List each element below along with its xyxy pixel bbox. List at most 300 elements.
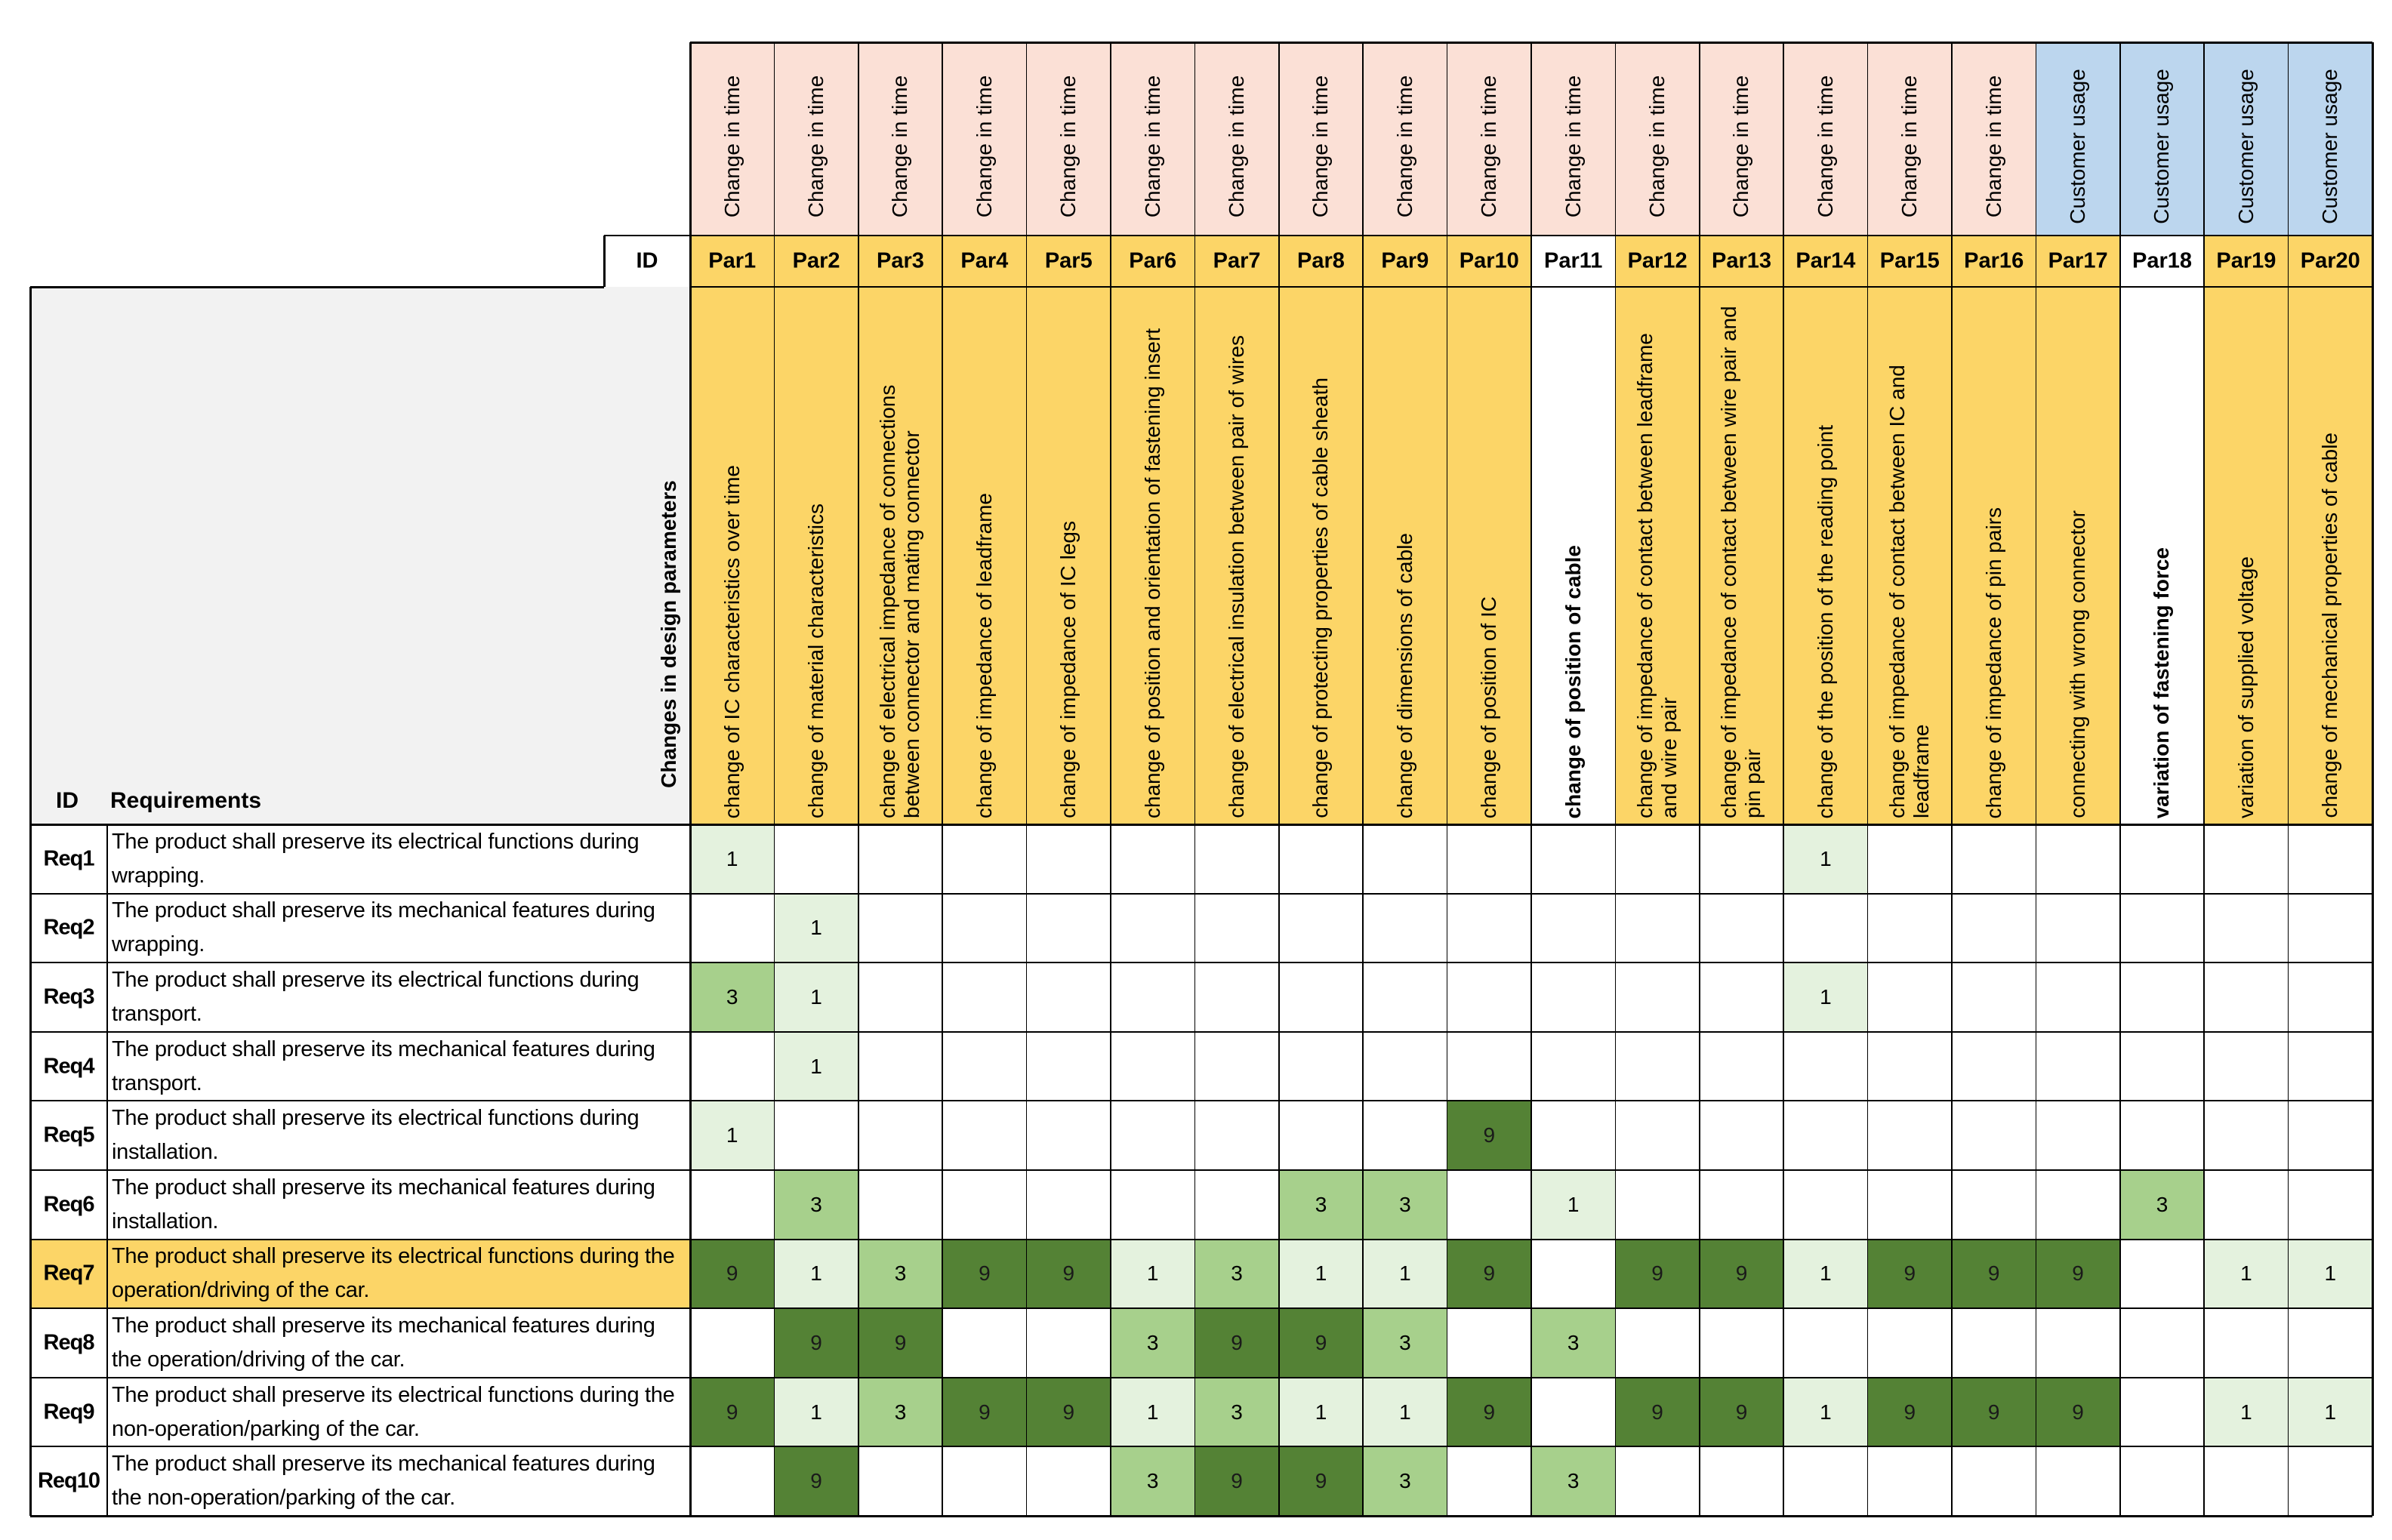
- matrix-cell: [1027, 1446, 1111, 1516]
- matrix-cell: [858, 894, 942, 963]
- param-id-par16: [1952, 236, 2036, 287]
- param-id-label: Par16: [1964, 248, 2024, 273]
- cell-value: 1: [810, 916, 822, 940]
- param-id-par10: [1447, 236, 1531, 287]
- category-label: Customer usage: [2318, 69, 2342, 224]
- category-header-par15: [1868, 42, 1952, 236]
- matrix-cell: [1279, 1378, 1363, 1447]
- param-description-par6: [1111, 287, 1194, 824]
- req-id-label: Req10: [37, 1468, 100, 1493]
- cell-value: 1: [2240, 1400, 2252, 1424]
- matrix-cell: [2204, 1446, 2288, 1516]
- grid-line: [2288, 42, 2289, 1516]
- matrix-cell: [1868, 894, 1952, 963]
- matrix-cell: [1783, 1032, 1867, 1101]
- matrix-cell: [1615, 1446, 1699, 1516]
- param-description-text: change of impedance of leadframe: [972, 492, 996, 818]
- param-description-text: change of impedance of pin pairs: [1981, 507, 2005, 818]
- category-label: Change in time: [1225, 75, 1249, 218]
- req-id-label: Req5: [43, 1123, 94, 1147]
- grid-line: [29, 287, 32, 1516]
- param-id-label: Par3: [877, 248, 924, 273]
- matrix-cell: [1531, 1446, 1615, 1516]
- category-label: Change in time: [1561, 75, 1585, 218]
- matrix-cell: [2289, 1378, 2372, 1447]
- matrix-cell: [1615, 962, 1699, 1032]
- category-header-par5: [1027, 42, 1111, 236]
- matrix-cell: [1783, 1378, 1867, 1447]
- id-row-label: ID: [636, 248, 658, 273]
- matrix-cell: [1111, 1446, 1194, 1516]
- param-id-par6: [1111, 236, 1194, 287]
- matrix-cell: [1615, 1378, 1699, 1447]
- grid-line: [858, 42, 859, 1516]
- matrix-cell: [1194, 1032, 1278, 1101]
- matrix-cell: [1363, 1170, 1447, 1240]
- matrix-cell: [2289, 1170, 2372, 1240]
- param-description-text: change of dimensions of cable: [1392, 532, 1416, 818]
- matrix-cell: [690, 1032, 774, 1101]
- cell-value: 3: [810, 1192, 822, 1216]
- table-row-id: [30, 1378, 107, 1447]
- category-label: Customer usage: [2066, 69, 2090, 224]
- matrix-cell: [2289, 1446, 2372, 1516]
- cell-value: 1: [1399, 1261, 1411, 1286]
- matrix-cell: [1194, 1240, 1278, 1309]
- matrix-cell: [1868, 1378, 1952, 1447]
- param-description-text: connecting with wrong connector: [2066, 510, 2090, 818]
- matrix-cell: [2289, 1101, 2372, 1170]
- matrix-cell: [2120, 1240, 2204, 1309]
- matrix-cell: [942, 1446, 1026, 1516]
- matrix-cell: [1111, 962, 1194, 1032]
- param-description-text: change of position of IC: [1477, 596, 1501, 818]
- param-description-text: change of material characteristics: [804, 503, 828, 818]
- param-description-text: variation of supplied voltage: [2233, 556, 2258, 818]
- cell-value: 9: [1483, 1261, 1496, 1286]
- matrix-cell: [1700, 824, 1783, 894]
- matrix-cell: [774, 1378, 858, 1447]
- grid-line: [1699, 42, 1700, 1516]
- param-description-text: change of impedance of contact between wire pair and pin pair: [1717, 306, 1765, 818]
- matrix-cell: [1111, 894, 1194, 963]
- matrix-cell: [774, 1170, 858, 1240]
- param-description-text: change of IC characteristics over time: [720, 464, 744, 818]
- matrix-cell: [2036, 1378, 2119, 1447]
- param-description-text: change of electrical impedance of connections between connector and mating connector: [876, 384, 924, 818]
- category-header-par18: [2120, 42, 2204, 236]
- matrix-cell: [1279, 894, 1363, 963]
- matrix-cell: [2204, 1032, 2288, 1101]
- matrix-cell: [1194, 962, 1278, 1032]
- grid-line: [30, 1031, 2372, 1033]
- table-row-requirement: [107, 962, 690, 1032]
- param-description-text: change of impedance of contact between leadframe and wire pair: [1633, 333, 1681, 818]
- table-row-requirement: [107, 824, 690, 894]
- param-id-label: Par7: [1213, 248, 1261, 273]
- grid-line: [2036, 42, 2037, 1516]
- matrix-cell: [774, 824, 858, 894]
- matrix-cell: [1447, 1032, 1531, 1101]
- param-description-text: change of mechanical properties of cable: [2318, 433, 2342, 818]
- matrix-cell: [1279, 1032, 1363, 1101]
- matrix-cell: [1783, 824, 1867, 894]
- category-label: Change in time: [1477, 75, 1501, 218]
- param-description-par14: [1783, 287, 1867, 824]
- cell-value: 9: [1987, 1261, 2000, 1286]
- category-header-par17: [2036, 42, 2119, 236]
- table-row-id: [30, 1308, 107, 1378]
- matrix-cell: [1868, 1032, 1952, 1101]
- matrix-cell: [1615, 1032, 1699, 1101]
- matrix-cell: [1279, 1240, 1363, 1309]
- matrix-cell: [1027, 1308, 1111, 1378]
- cell-value: 3: [1146, 1469, 1159, 1493]
- requirements-column-label: Requirements: [110, 788, 262, 813]
- matrix-cell: [2036, 1240, 2119, 1309]
- category-header-par12: [1615, 42, 1699, 236]
- matrix-cell: [858, 1308, 942, 1378]
- design-params-label: Changes in design parameters: [657, 480, 680, 788]
- matrix-cell: [2120, 1170, 2204, 1240]
- param-description-text: variation of fastening force: [2150, 547, 2174, 818]
- matrix-cell: [1447, 824, 1531, 894]
- matrix-cell: [1615, 1308, 1699, 1378]
- matrix-cell: [690, 1101, 774, 1170]
- param-id-par5: [1027, 236, 1111, 287]
- matrix-cell: [942, 962, 1026, 1032]
- req-text: The product shall preserve its mechanical features during wrapping.: [112, 898, 655, 957]
- matrix-cell: [690, 1308, 774, 1378]
- grid-line: [30, 962, 2372, 963]
- param-id-label: Par13: [1711, 248, 1771, 273]
- matrix-cell: [942, 1101, 1026, 1170]
- matrix-cell: [2120, 1378, 2204, 1447]
- param-id-label: Par6: [1129, 248, 1177, 273]
- cell-value: 9: [1062, 1400, 1075, 1424]
- cell-value: 3: [1231, 1261, 1243, 1286]
- param-description-par8: [1279, 287, 1363, 824]
- param-id-par17: [2036, 236, 2119, 287]
- param-id-par13: [1700, 236, 1783, 287]
- category-label: Change in time: [1981, 75, 2005, 218]
- matrix-cell: [1447, 1240, 1531, 1309]
- matrix-cell: [2204, 1101, 2288, 1170]
- cell-value: 3: [894, 1261, 907, 1286]
- matrix-cell: [690, 894, 774, 963]
- matrix-cell: [1363, 1378, 1447, 1447]
- matrix-cell: [774, 1101, 858, 1170]
- matrix-cell: [1111, 1240, 1194, 1309]
- cell-value: 1: [810, 1400, 822, 1424]
- matrix-cell: [2289, 824, 2372, 894]
- category-header-par4: [942, 42, 1026, 236]
- category-header-par3: [858, 42, 942, 236]
- cell-value: 9: [726, 1400, 738, 1424]
- grid-line: [1951, 42, 1953, 1516]
- param-description-par9: [1363, 287, 1447, 824]
- param-description-par2: [774, 287, 858, 824]
- matrix-cell: [858, 1240, 942, 1309]
- matrix-cell: [1531, 894, 1615, 963]
- matrix-cell: [1447, 1446, 1531, 1516]
- matrix-cell: [2120, 894, 2204, 963]
- matrix-cell: [1447, 962, 1531, 1032]
- grid-line: [2119, 42, 2121, 1516]
- param-description-par19: [2204, 287, 2288, 824]
- req-text: The product shall preserve its electrical functions during the non-operation/parking of the car.: [112, 1382, 675, 1441]
- matrix-cell: [858, 824, 942, 894]
- grid-line: [30, 286, 604, 288]
- matrix-cell: [1783, 962, 1867, 1032]
- matrix-cell: [1783, 1308, 1867, 1378]
- table-row-requirement: [107, 1308, 690, 1378]
- category-header-par11: [1531, 42, 1615, 236]
- matrix-cell: [1194, 1170, 1278, 1240]
- param-description-text: change of impedance of contact between IC and leadframe: [1885, 365, 1934, 818]
- param-id-par3: [858, 236, 942, 287]
- matrix-cell: [2120, 1101, 2204, 1170]
- cell-value: 1: [1820, 846, 1832, 870]
- matrix-cell: [1363, 1446, 1447, 1516]
- matrix-cell: [774, 1240, 858, 1309]
- matrix-cell: [2289, 1308, 2372, 1378]
- matrix-cell: [1027, 1170, 1111, 1240]
- matrix-cell: [1615, 824, 1699, 894]
- matrix-cell: [2204, 962, 2288, 1032]
- cell-value: 9: [1651, 1261, 1663, 1286]
- grid-line: [942, 42, 943, 1516]
- req-text: The product shall preserve its mechanical features during installation.: [112, 1175, 655, 1234]
- cell-value: 9: [810, 1469, 822, 1493]
- param-id-label: Par4: [960, 248, 1009, 273]
- matrix-cell: [1700, 962, 1783, 1032]
- cell-value: 1: [2324, 1261, 2337, 1286]
- table-row-id: [30, 1446, 107, 1516]
- grid-line: [30, 1239, 2372, 1240]
- category-label: Customer usage: [2150, 69, 2174, 224]
- category-label: Change in time: [1813, 75, 1837, 218]
- matrix-cell: [2036, 1032, 2119, 1101]
- category-header-par14: [1783, 42, 1867, 236]
- matrix-cell: [858, 1446, 942, 1516]
- cell-value: 9: [1735, 1400, 1748, 1424]
- cell-value: 3: [1567, 1330, 1580, 1354]
- matrix-cell: [858, 1101, 942, 1170]
- cell-value: 9: [979, 1400, 991, 1424]
- cell-value: 3: [1315, 1192, 1327, 1216]
- param-description-par4: [942, 287, 1026, 824]
- category-header-par7: [1194, 42, 1278, 236]
- matrix-cell: [1615, 894, 1699, 963]
- category-label: Change in time: [972, 75, 996, 218]
- table-row-id: [30, 1240, 107, 1309]
- matrix-cell: [1700, 1446, 1783, 1516]
- cell-value: 1: [1315, 1261, 1327, 1286]
- matrix-cell: [1194, 1308, 1278, 1378]
- matrix-cell: [1783, 1446, 1867, 1516]
- category-label: Customer usage: [2233, 69, 2258, 224]
- matrix-cell: [1531, 824, 1615, 894]
- cell-value: 9: [1062, 1261, 1075, 1286]
- matrix-cell: [1447, 1170, 1531, 1240]
- matrix-cell: [1363, 962, 1447, 1032]
- req-id-label: Req6: [43, 1192, 94, 1217]
- cell-value: 1: [810, 1054, 822, 1078]
- cell-value: 3: [1567, 1469, 1580, 1493]
- grid-line: [689, 42, 692, 1516]
- matrix-cell: [2036, 962, 2119, 1032]
- matrix-cell: [774, 1446, 858, 1516]
- cell-value: 3: [726, 984, 738, 1009]
- param-description-par17: [2036, 287, 2119, 824]
- req-text: The product shall preserve its electrical functions during transport.: [112, 967, 640, 1026]
- matrix-cell: [1363, 1101, 1447, 1170]
- matrix-cell: [1194, 824, 1278, 894]
- req-id-label: Req9: [43, 1400, 94, 1424]
- matrix-cell: [1868, 1170, 1952, 1240]
- grid-line: [1530, 42, 1532, 1516]
- matrix-cell: [1700, 1378, 1783, 1447]
- grid-line: [30, 824, 2372, 826]
- table-row-id: [30, 824, 107, 894]
- param-description-par20: [2289, 287, 2372, 824]
- req-id-label: Req7: [43, 1261, 94, 1286]
- matrix-cell: [1279, 1101, 1363, 1170]
- category-label: Change in time: [1056, 75, 1080, 218]
- table-row-requirement: [107, 1101, 690, 1170]
- matrix-cell: [1531, 1308, 1615, 1378]
- matrix-cell: [1783, 1101, 1867, 1170]
- matrix-cell: [2204, 1240, 2288, 1309]
- category-label: Change in time: [888, 75, 912, 218]
- cell-value: 1: [2324, 1400, 2337, 1424]
- cell-value: 9: [810, 1330, 822, 1354]
- param-id-label: Par9: [1381, 248, 1429, 273]
- matrix-cell: [1783, 1170, 1867, 1240]
- table-row-id: [30, 962, 107, 1032]
- category-label: Change in time: [1645, 75, 1669, 218]
- cell-value: 9: [1903, 1261, 1916, 1286]
- matrix-cell: [1194, 894, 1278, 963]
- matrix-cell: [1868, 824, 1952, 894]
- matrix-cell: [942, 1170, 1026, 1240]
- param-id-label: Par10: [1459, 248, 1519, 273]
- grid-line: [30, 893, 2372, 895]
- matrix-cell: [1531, 962, 1615, 1032]
- cell-value: 9: [2072, 1261, 2084, 1286]
- matrix-cell: [2204, 1170, 2288, 1240]
- matrix-cell: [858, 1378, 942, 1447]
- grid-line: [1783, 42, 1784, 1516]
- cell-value: 9: [979, 1261, 991, 1286]
- cell-value: 9: [1315, 1469, 1327, 1493]
- param-description-par13: [1700, 287, 1783, 824]
- req-text: The product shall preserve its electrical functions during installation.: [112, 1106, 640, 1165]
- matrix-cell: [1700, 894, 1783, 963]
- param-id-par12: [1615, 236, 1699, 287]
- param-id-par19: [2204, 236, 2288, 287]
- matrix-cell: [690, 962, 774, 1032]
- param-description-text: change of protecting properties of cable sheath: [1309, 377, 1333, 818]
- matrix-cell: [1868, 1308, 1952, 1378]
- matrix-cell: [2204, 894, 2288, 963]
- matrix-cell: [1447, 1308, 1531, 1378]
- req-id-label: Req4: [43, 1054, 94, 1079]
- matrix-cell: [1952, 1170, 2036, 1240]
- cell-value: 1: [1567, 1192, 1580, 1216]
- param-id-par20: [2289, 236, 2372, 287]
- matrix-cell: [1111, 1032, 1194, 1101]
- cell-value: 1: [726, 1123, 738, 1147]
- category-label: Change in time: [1729, 75, 1753, 218]
- matrix-cell: [2036, 824, 2119, 894]
- grid-line: [30, 1100, 2372, 1101]
- grid-line: [30, 1515, 2372, 1517]
- cell-value: 9: [894, 1330, 907, 1354]
- matrix-cell: [1868, 962, 1952, 1032]
- category-header-par13: [1700, 42, 1783, 236]
- param-description-par5: [1027, 287, 1111, 824]
- matrix-cell: [1279, 1170, 1363, 1240]
- matrix-cell: [858, 1170, 942, 1240]
- matrix-cell: [690, 1240, 774, 1309]
- cell-value: 9: [1903, 1400, 1916, 1424]
- matrix-cell: [2204, 824, 2288, 894]
- matrix-cell: [942, 824, 1026, 894]
- matrix-cell: [1868, 1101, 1952, 1170]
- matrix-cell: [1363, 1240, 1447, 1309]
- cell-value: 3: [1399, 1192, 1411, 1216]
- cell-value: 9: [1651, 1400, 1663, 1424]
- param-id-label: Par8: [1297, 248, 1345, 273]
- matrix-cell: [1615, 1240, 1699, 1309]
- matrix-cell: [1027, 824, 1111, 894]
- matrix-cell: [2289, 1240, 2372, 1309]
- param-id-par15: [1868, 236, 1952, 287]
- matrix-cell: [690, 1378, 774, 1447]
- param-id-label: Par5: [1044, 248, 1093, 273]
- cell-value: 1: [1820, 1261, 1832, 1286]
- matrix-cell: [942, 1308, 1026, 1378]
- cell-value: 1: [1146, 1400, 1159, 1424]
- param-description-text: change of impedance of IC legs: [1056, 521, 1080, 818]
- matrix-cell: [1700, 1170, 1783, 1240]
- param-id-par2: [774, 236, 858, 287]
- category-header-par2: [774, 42, 858, 236]
- design-params-label-cell: [648, 453, 690, 815]
- req-text: The product shall preserve its mechanical features during transport.: [112, 1036, 655, 1095]
- matrix-cell: [1531, 1101, 1615, 1170]
- category-label: Change in time: [1897, 75, 1922, 218]
- category-label: Change in time: [1140, 75, 1164, 218]
- matrix-cell: [2120, 962, 2204, 1032]
- cell-value: 1: [1146, 1261, 1159, 1286]
- cell-value: 1: [2240, 1261, 2252, 1286]
- grid-line: [1278, 42, 1280, 1516]
- param-description-par11: [1531, 287, 1615, 824]
- matrix-cell: [774, 962, 858, 1032]
- matrix-cell: [1952, 1378, 2036, 1447]
- param-description-par7: [1194, 287, 1278, 824]
- grid-line: [30, 1307, 2372, 1309]
- grid-line: [2372, 42, 2374, 1516]
- matrix-cell: [1952, 1101, 2036, 1170]
- param-description-par18: [2120, 287, 2204, 824]
- cell-value: 9: [1987, 1400, 2000, 1424]
- cell-value: 1: [726, 846, 738, 870]
- id-row-label-cell: [604, 236, 690, 287]
